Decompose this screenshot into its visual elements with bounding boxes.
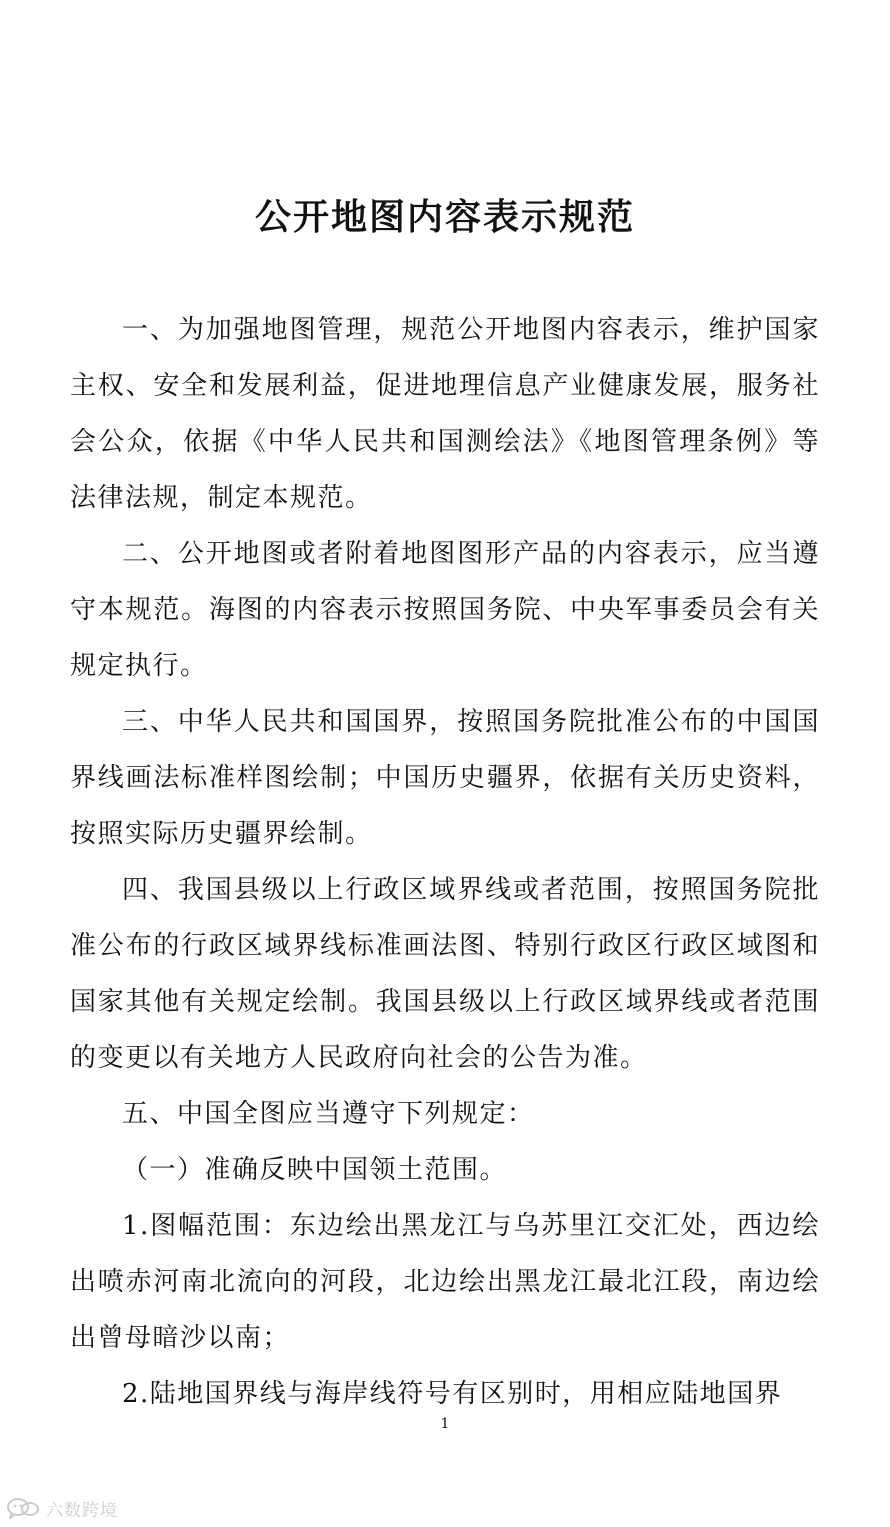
paragraph-4: 四、我国县级以上行政区域界线或者范围，按照国务院批准公布的行政区域界线标准画法图、特别行政区行政区域图和国家其他有关规定绘制。我国县级以上行政区域界线或者范围的变更以有关地方人民政府向社会的公告为准。 [70,875,820,1073]
paragraph-8: 2.陆地国界线与海岸线符号有区别时，用相应陆地国界 [122,1379,783,1409]
watermark-text: 六数跨境 [46,1500,118,1521]
page-number: 1 [440,1416,450,1432]
paragraph-1: 一、为加强地图管理，规范公开地图内容表示，维护国家主权、安全和发展利益，促进地理信息产业健康发展，服务社会公众，依据《中华人民共和国测绘法》《地图管理条例》等法律法规，制定本规范。 [70,315,820,513]
paragraph-2: 二、公开地图或者附着地图图形产品的内容表示，应当遵守本规范。海图的内容表示按照国务院、中央军事委员会有关规定执行。 [70,539,820,681]
document-body [70,302,820,1422]
watermark [6,1494,118,1522]
wechat-watermark-icon [6,1497,40,1519]
paragraph-3: 三、中华人民共和国国界，按照国务院批准公布的中国国界线画法标准样图绘制；中国历史疆界，依据有关历史资料，按照实际历史疆界绘制。 [70,707,820,849]
document-title: 公开地图内容表示规范 [254,197,635,238]
paragraph-7: 1.图幅范围：东边绘出黑龙江与乌苏里江交汇处，西边绘出喷赤河南北流向的河段，北边绘出黑龙江最北江段，南边绘出曾母暗沙以南； [70,1211,820,1353]
paragraph-5: 五、中国全图应当遵守下列规定： [122,1099,535,1129]
paragraph-6: （一）准确反映中国领土范围。 [122,1155,508,1185]
